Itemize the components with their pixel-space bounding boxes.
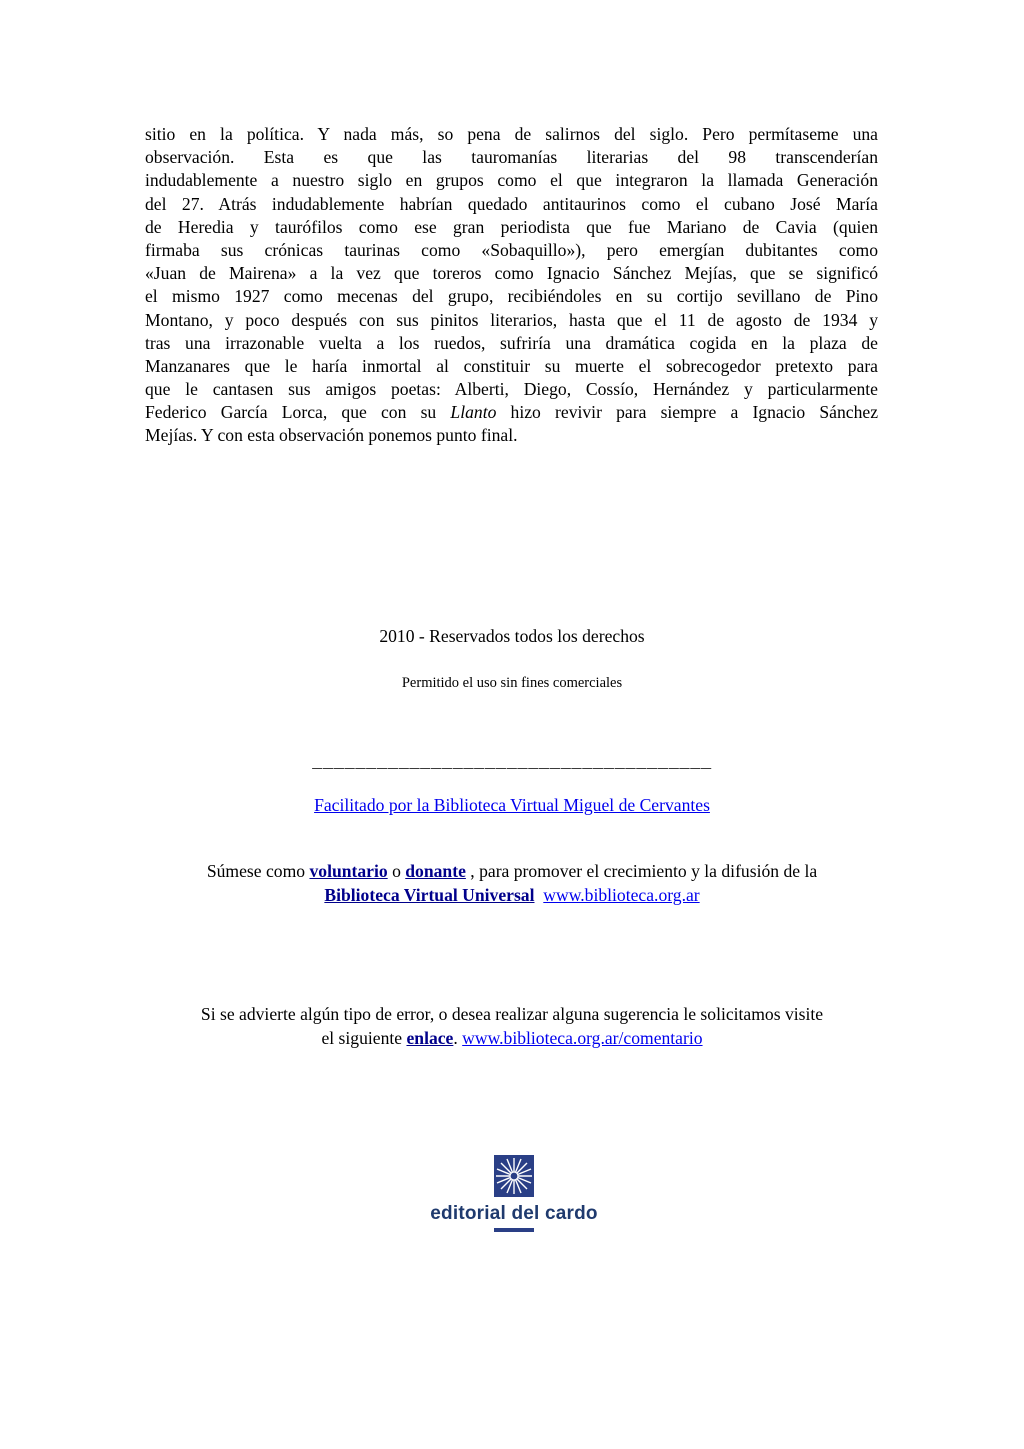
paragraph-line: indudablemente a nuestro siglo en grupos como el que integraron la llamada Generación bbox=[145, 170, 878, 191]
biblioteca-url-link[interactable]: www.biblioteca.org.ar bbox=[543, 884, 700, 905]
paragraph-line bbox=[145, 401, 878, 424]
volunteer-line bbox=[0, 860, 1024, 884]
bvu-line bbox=[0, 884, 1024, 908]
paragraph-line: el mismo 1927 como mecenas del grupo, recibiéndoles en su cortijo sevillano de Pino bbox=[145, 286, 878, 307]
text: , para promover el crecimiento y la difusión de la bbox=[465, 861, 818, 881]
error-report-block bbox=[0, 1003, 1024, 1050]
text: el siguiente bbox=[321, 1027, 407, 1048]
usage-notice: Permitido el uso sin fines comerciales bbox=[401, 675, 623, 691]
paragraph-line: «Juan de Mairena» a la vez que toreros como Ignacio Sánchez Mejías, que se significó bbox=[145, 263, 878, 284]
bvu-link[interactable]: Biblioteca Virtual Universal bbox=[324, 884, 535, 905]
paragraph-line: de Heredia y taurófilos como ese gran periodista que fue Mariano de Cavia (quien bbox=[145, 216, 878, 237]
paragraph-line: firmaba sus crónicas taurinas como «Sobaquillo»), pero emergían dubitantes como bbox=[145, 239, 878, 260]
volunteer-block bbox=[0, 860, 1024, 907]
text: . bbox=[453, 1027, 463, 1048]
copyright-notice: 2010 - Reservados todos los derechos bbox=[379, 626, 645, 646]
enlace-link[interactable]: enlace bbox=[406, 1027, 454, 1048]
logo-underline bbox=[494, 1228, 534, 1232]
main-paragraph bbox=[145, 123, 878, 448]
llanto-title: Llanto bbox=[450, 402, 497, 423]
line-text: hizo revivir para siempre a Ignacio Sánchez bbox=[496, 402, 878, 423]
facilitado-block bbox=[0, 795, 1024, 816]
comentario-url-link[interactable]: www.biblioteca.org.ar/comentario bbox=[462, 1027, 703, 1048]
paragraph-line: observación. Esta es que las tauromanías literarias del 98 transcenderían bbox=[145, 147, 878, 168]
paragraph-line: del 27. Atrás indudablemente habrían quedado antitaurinos como el cubano José María bbox=[145, 193, 878, 214]
voluntario-link[interactable]: voluntario bbox=[309, 861, 388, 881]
paragraph-line: tras una irrazonable vuelta a los ruedos, sufriría una dramática cogida en la plaza de bbox=[145, 332, 878, 353]
paragraph-line: Mejías. Y con esta observación ponemos punto final. bbox=[145, 425, 518, 446]
donante-link[interactable]: donante bbox=[405, 861, 466, 881]
paragraph-line: Manzanares que le haría inmortal al constituir su muerte el sobrecogedor pretexto para bbox=[145, 355, 878, 376]
error-line: Si se advierte algún tipo de error, o desea realizar alguna sugerencia le solicitamos visite bbox=[200, 1004, 824, 1024]
paragraph-line: sitio en la política. Y nada más, so pena de salirnos del siglo. Pero permítaseme una bbox=[145, 124, 878, 144]
cervantes-link[interactable]: Facilitado por la Biblioteca Virtual Miguel de Cervantes bbox=[314, 795, 710, 815]
paragraph-line: Montano, y poco después con sus pinitos literarios, hasta que el 11 de agosto de 1934 y bbox=[145, 309, 878, 330]
text: o bbox=[387, 861, 406, 881]
logo-text: editorial del cardo bbox=[430, 1203, 598, 1224]
line-text: Federico García Lorca, que con su bbox=[145, 402, 451, 423]
separator-line: _____________________________________ bbox=[312, 754, 712, 773]
text: Súmese como bbox=[206, 861, 310, 881]
starburst-icon bbox=[494, 1155, 534, 1197]
paragraph-line: que le cantasen sus amigos poetas: Alberti, Diego, Cossío, Hernández y particularmente bbox=[145, 379, 878, 400]
error-line bbox=[0, 1027, 1024, 1051]
editorial-logo bbox=[409, 1155, 619, 1235]
